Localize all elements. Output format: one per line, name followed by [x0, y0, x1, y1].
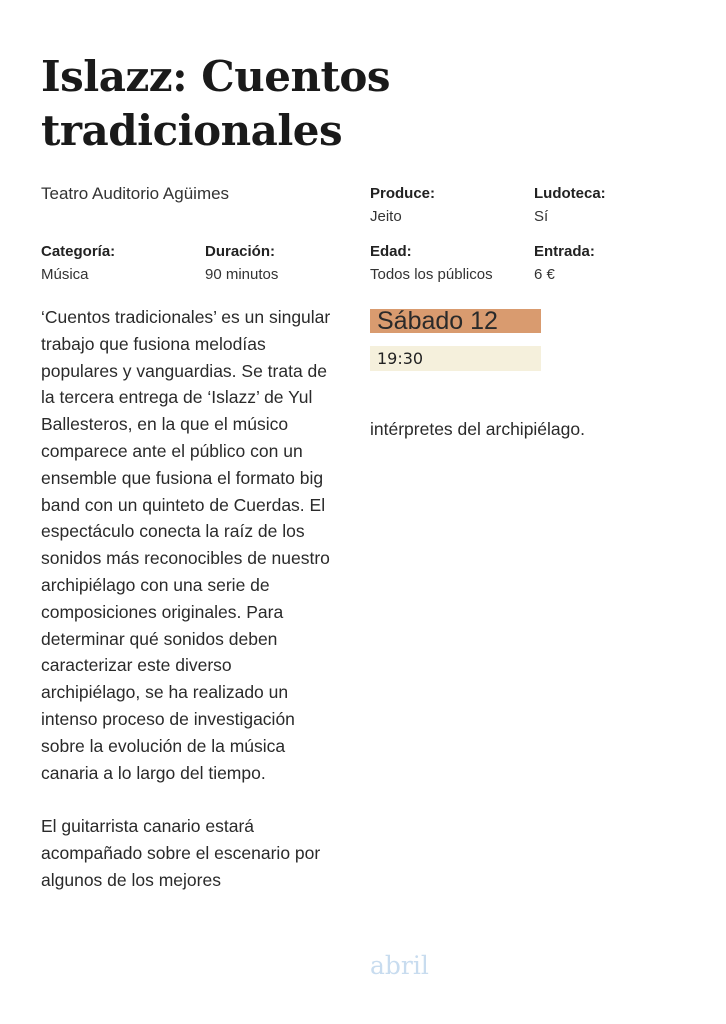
meta-categoria-value: Música: [41, 266, 89, 283]
meta-entrada: [534, 242, 704, 285]
meta-ludoteca-value: Sí: [534, 208, 549, 225]
description-paragraph: ‘Cuentos tradicionales’ es un singular trabajo que fusiona melodías populares y vanguardias. Se trata de la tercera entrega de ‘Islazz’ de Yul Ballesteros, en la que el músico comparece ante el público con un ensemble que fusiona el formato big band con un quinteto de Cuerdas. El espectáculo conecta la raíz de los sonidos más reconocibles de nuestro archipiélago con una serie de composiciones originales. Para determinar qué sonidos deben caracterizar este diverso archipiélago, se ha realizado un intenso proceso de investigación sobre la evolución de la música canaria a lo largo del tiempo.: [41, 307, 331, 783]
meta-categoria: [41, 242, 211, 285]
meta-edad: [370, 242, 540, 285]
meta-ludoteca: [534, 184, 704, 227]
meta-produce-label: Produce:: [370, 185, 436, 202]
event-title: Islazz: Cuentos tradicionales: [41, 52, 391, 155]
meta-duracion-value: 90 minutos: [205, 266, 279, 283]
meta-duracion-label: Duración:: [205, 243, 276, 260]
meta-edad-label: Edad:: [370, 243, 412, 260]
month-label: abril: [370, 951, 429, 980]
meta-produce: [370, 184, 540, 227]
meta-entrada-value: 6 €: [534, 266, 555, 283]
venue-name: Teatro Auditorio Agüimes: [41, 184, 230, 203]
description-continuation: intérpretes del archipiélago.: [370, 419, 585, 439]
meta-edad-value: Todos los públicos: [370, 266, 493, 283]
event-description: [41, 304, 331, 894]
event-date: Sábado 12: [370, 309, 541, 333]
event-time: 19:30: [370, 346, 541, 371]
meta-entrada-label: Entrada:: [534, 243, 595, 260]
meta-produce-value: Jeito: [370, 208, 402, 225]
meta-duracion: [205, 242, 375, 285]
meta-categoria-label: Categoría:: [41, 243, 116, 260]
description-paragraph: El guitarrista canario estará acompañado sobre el escenario por algunos de los mejores: [41, 816, 321, 890]
meta-ludoteca-label: Ludoteca:: [534, 185, 606, 202]
